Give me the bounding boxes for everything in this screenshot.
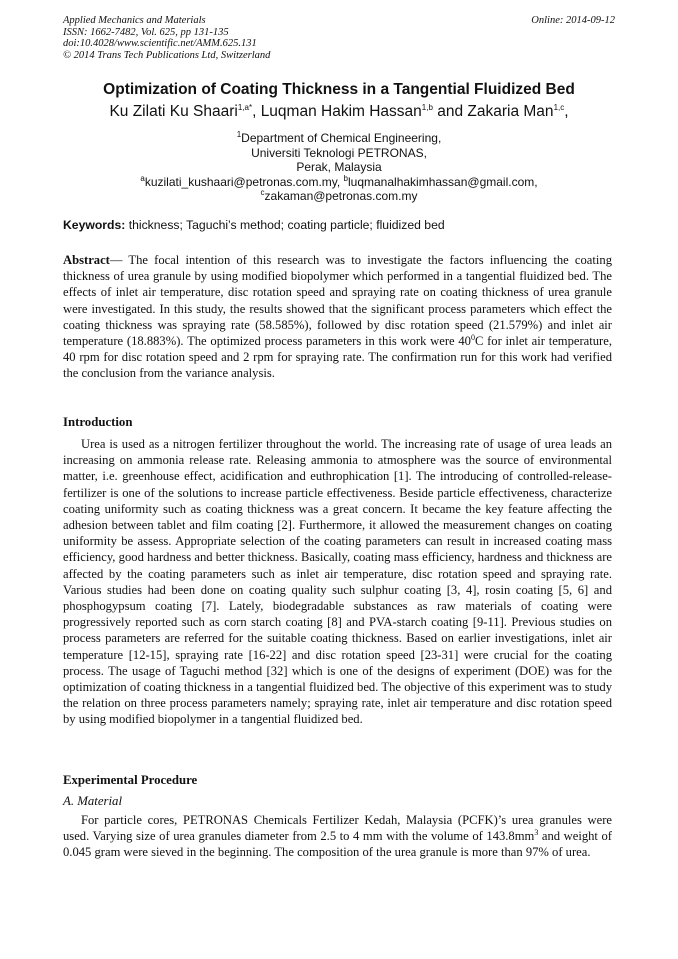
abstract-label: Abstract [63, 253, 110, 267]
introduction-paragraph: Urea is used as a nitrogen fertilizer throughout the world. The increasing rate of usage of urea leads an increasing on ammonia release rate. Releasing ammonia to atmosphere was the source of environmental matter, i.e. greenhouse effect, acidification and euthrophication [1]. The introducing of controlled-release-fertilizer is one of the solutions to increase particle effectiveness. Beside particle effectiveness, characterize coating uniformity such as coating thickness was a great concern. It became the key feature affecting the adhesion between tablet and film coating [2]. Furthermore, it allowed the measurement changes on coating uniformity be assess. Appropriate selection of the coating parameters can result in increased coating mass efficiency, good hardness and better thickness. Basically, coating mass efficiency, hardness and thickness are affected by the coating parameters such as inlet air temperature, disc rotation speed and spraying rate. Various studies had been done on coating quality such sulphur coating [3, 4], rosin coating [5, 6] and phosphogypsum coating [7]. Lately, biodegradable substances as raw materials of coating were progressively reported such as corn starch coating [8] and PVA-starch coating [9-11]. Previous studies on process parameters are referred for the suitable coating thickness. Based on earlier investigations, inlet air temperature [12-15], spraying rate [16-22] and disc rotation speed [23-31] were crucial for the coating process. The usage of Taguchi method [32] which is one of the designs of experiment (DOE) was for the optimization of coating thickness in a tangential fluidized bed. The objective of this experiment was to study the relation on three process parameters namely; spraying rate, inlet air temperature and disc rotation speed by using modified biopolymer in a tangential fluidized bed. [63, 437, 612, 727]
journal-doi: doi:10.4028/www.scientific.net/AMM.625.131 [63, 38, 257, 49]
email-link[interactable]: luqmanalhakimhassan@gmail.com, [348, 174, 538, 189]
affiliation-department: $^1$Department of Chemical Engineering, [236, 130, 442, 145]
keywords-line [63, 218, 445, 232]
journal-header [63, 15, 623, 61]
author-separator: , [252, 103, 261, 120]
material-subheading: A. Material [63, 794, 122, 808]
degree-superscript: 0 [470, 332, 475, 342]
affiliation-marker: 1 [236, 130, 242, 139]
author-name: Zakaria Man [467, 103, 554, 120]
author-name: Luqman Hakim Hassan [260, 103, 422, 120]
author-affiliation-marker: 1,c [553, 102, 565, 112]
journal-name: Applied Mechanics and Materials [63, 15, 206, 26]
affiliation-block [0, 131, 678, 204]
author-separator: , [564, 103, 569, 120]
journal-copyright: © 2014 Trans Tech Publications Ltd, Switzerland [63, 49, 271, 61]
cubic-superscript: 3 [534, 828, 539, 838]
author-separator: and [432, 103, 468, 120]
introduction-heading: Introduction [63, 415, 133, 429]
affiliation-university: Universiti Teknologi PETRONAS, [251, 145, 427, 160]
email-link[interactable]: zakaman@petronas.com.my [264, 189, 418, 203]
affiliation-location: Perak, Malaysia [296, 160, 382, 174]
journal-issn: ISSN: 1662-7482, Vol. 625, pp 131-135 [63, 26, 229, 38]
author-affiliation-marker: 1,a* [237, 102, 253, 112]
author-emails: $^a$kuzilati_kushaari@petronas.com.my, $^b$luqmanalhakimhassan@gmail.com, [140, 173, 538, 189]
abstract-paragraph: Abstract— The focal intention of this research was to investigate the factors influencing the coating thickness of urea granule by using modified biopolymer which performed in a tangential fluidized bed. The effects of inlet air temperature, disc rotation speed and spraying rate on coating thickness of urea granule were investigated. In this study, the results showed that the significant process parameters which effect the coating thickness was spraying rate (58.585%), followed by disc rotation speed (21.579%) and inlet air temperature (18.883%). The optimized process parameters in this work were $40^0C$ for inlet air temperature, 40 rpm for disc rotation speed and 2 rpm for spraying rate. The confirmation run for this work had verified the conclusion from the variance analysis. [63, 253, 612, 381]
author-list [0, 103, 678, 121]
author-email-last: $^c$zakaman@petronas.com.my [260, 188, 418, 203]
online-date: Online: 2014-09-12 [531, 15, 615, 26]
paper-title: Optimization of Coating Thickness in a Tangential Fluidized Bed [103, 81, 575, 98]
email-link[interactable]: kuzilati_kushaari@petronas.com.my, [144, 174, 344, 189]
experimental-heading: Experimental Procedure [63, 773, 198, 787]
author-name: Ku Zilati Ku Shaari [109, 103, 238, 120]
keywords-label: Keywords: [63, 218, 126, 232]
material-paragraph: For particle cores, PETRONAS Chemicals Fertilizer Kedah, Malaysia (PCFK)’s urea granules were used. Varying size of urea granules diameter from 2.5 to 4 mm with the volume of $143.8mm^3$ and weight of 0.045 gram were sieved in the beginning. The composition of the urea granule is more than 97% of urea. [63, 813, 612, 860]
author-affiliation-marker: 1,b [421, 102, 433, 112]
keywords-text: thickness; Taguchi’s method; coating particle; fluidized bed [125, 218, 445, 232]
